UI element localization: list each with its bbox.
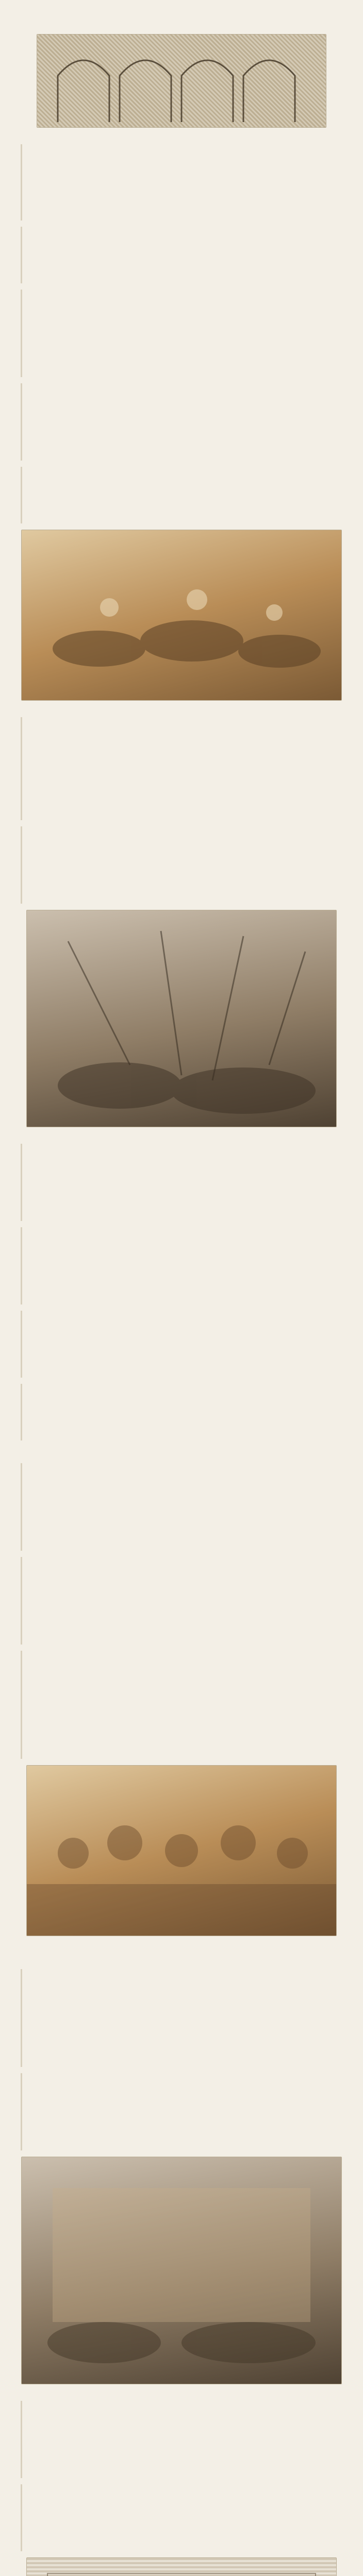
section-2-paragraph-1: [21, 1969, 342, 2067]
figure-3: [21, 910, 342, 1139]
section-2-heading: [21, 1953, 342, 1965]
section-1-paragraph-1: [21, 1463, 342, 1551]
arches-engraving-icon: [37, 35, 326, 127]
figure-6: [21, 2557, 342, 2576]
intro-paragraph-3: [21, 290, 342, 377]
paragraph-block-2-1: [21, 383, 342, 461]
paragraph-block-3-1: [21, 826, 342, 904]
battle-scene-icon: [27, 910, 336, 1127]
scholars-painting-icon: [22, 2157, 341, 2384]
figure-1-caption: [21, 131, 342, 139]
figure-3-caption: [21, 1130, 342, 1139]
paragraph-block-4-3: [21, 1384, 342, 1440]
article-title: [21, 11, 342, 27]
figure-4: [21, 1765, 342, 1947]
manuscript-illustration-icon: [27, 2558, 336, 2576]
paragraph-block-5-1: [21, 2401, 342, 2478]
paragraph-block-4-2: [21, 1311, 342, 1378]
intro-paragraph-1: [21, 144, 342, 221]
figure-1: [21, 34, 342, 139]
section-1-paragraph-3: [21, 1651, 342, 1759]
paragraph-block-5-2: [21, 2484, 342, 2551]
figure-3-image: [26, 910, 337, 1127]
figure-4-caption: [21, 1939, 342, 1947]
crowd-painting-icon: [27, 1766, 336, 1936]
figure-5-caption: [21, 2387, 342, 2396]
intro-paragraph-2: [21, 227, 342, 283]
section-2-paragraph-2: [21, 2073, 342, 2150]
horsemen-fresco-icon: [22, 530, 341, 700]
section-1-paragraph-2: [21, 1557, 342, 1645]
paragraph-block-4-1: [21, 1227, 342, 1304]
paragraph-block-2-2: [21, 467, 342, 523]
paragraph-block-2-3: [21, 717, 342, 820]
paragraph-block-3-2: [21, 1144, 342, 1221]
figure-2: [21, 530, 342, 712]
figure-1-image: [37, 34, 326, 128]
figure-6-image: [26, 2557, 337, 2576]
figure-2-caption: [21, 704, 342, 712]
figure-4-image: [26, 1765, 337, 1936]
figure-2-image: [21, 530, 342, 701]
figure-5: [21, 2157, 342, 2396]
section-1-heading: [21, 1447, 342, 1459]
figure-5-image: [21, 2157, 342, 2384]
